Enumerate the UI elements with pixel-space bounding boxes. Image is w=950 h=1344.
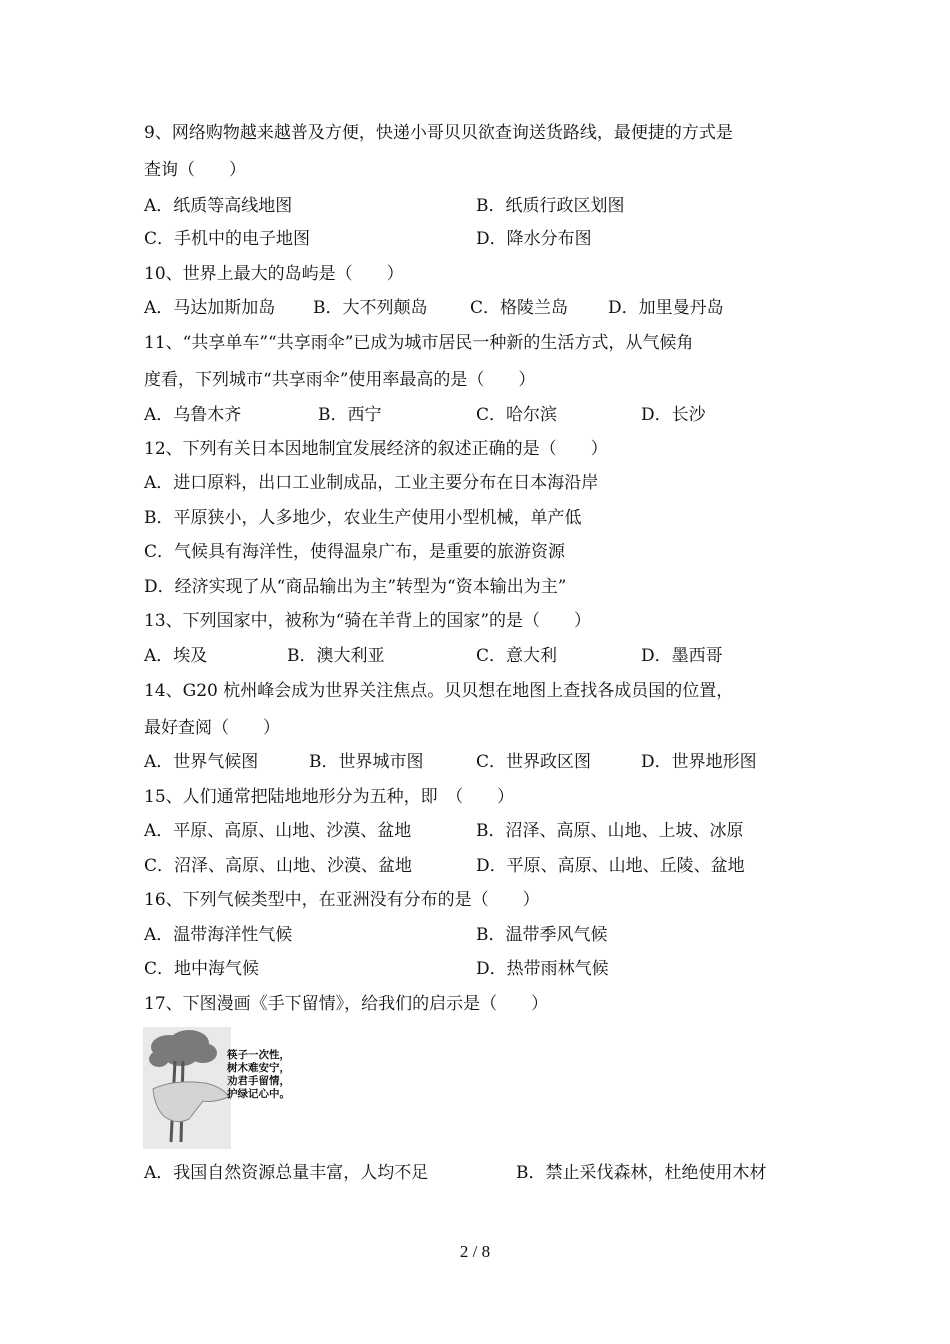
question-10-option-d: D．加里曼丹岛 (608, 298, 724, 318)
question-16-option-c: C．地中海气候 (144, 959, 260, 979)
question-9-option-d: D．降水分布图 (476, 229, 592, 249)
cartoon-caption-line-4: 护绿记心中。 (227, 1088, 290, 1100)
question-11-option-c: C．哈尔滨 (476, 405, 558, 425)
question-12-option-c: C．气候具有海洋性，使得温泉广布，是重要的旅游资源 (144, 542, 566, 562)
question-11-option-d: D．长沙 (641, 405, 706, 425)
question-14-option-d: D．世界地形图 (641, 752, 757, 772)
question-10-option-b: B．大不列颠岛 (313, 298, 428, 318)
question-10-option-c: C．格陵兰岛 (470, 298, 569, 318)
question-16-stem: 16、下列气候类型中，在亚洲没有分布的是（ ） (144, 890, 540, 910)
question-14-option-b: B．世界城市图 (309, 752, 424, 772)
question-9-option-a: A．纸质等高线地图 (144, 196, 293, 216)
question-12-option-b: B．平原狭小，人多地少，农业生产使用小型机械，单产低 (144, 508, 582, 528)
question-9-option-b: B．纸质行政区划图 (476, 196, 625, 216)
question-12-stem: 12、下列有关日本因地制宜发展经济的叙述正确的是（ ） (144, 439, 608, 459)
question-15-option-c: C．沼泽、高原、山地、沙漠、盆地 (144, 856, 413, 876)
question-9-stem: 9、网络购物越来越普及方便，快递小哥贝贝欲查询送货路线，最便捷的方式是 (144, 123, 733, 143)
question-15-option-a: A．平原、高原、山地、沙漠、盆地 (144, 821, 412, 841)
question-10-option-a: A．马达加斯加岛 (144, 298, 276, 318)
cartoon-illustration (143, 1027, 303, 1149)
question-11-option-a: A．乌鲁木齐 (144, 405, 242, 425)
question-13-option-c: C．意大利 (476, 646, 558, 666)
cartoon-caption-line-3: 劝君手留情， (227, 1075, 290, 1087)
question-17-option-a: A．我国自然资源总量丰富，人均不足 (144, 1163, 429, 1183)
cartoon-caption-line-2: 树木难安宁， (227, 1062, 290, 1074)
question-12-option-d: D．经济实现了从“商品输出为主”转型为“资本输出为主” (144, 577, 567, 597)
question-13-option-d: D．墨西哥 (641, 646, 723, 666)
question-16-option-d: D．热带雨林气候 (476, 959, 609, 979)
question-14-stem-cont: 最好查阅（ ） (144, 718, 280, 738)
question-13-option-a: A．埃及 (144, 646, 208, 666)
question-14-option-c: C．世界政区图 (476, 752, 592, 772)
question-17-option-b: B．禁止采伐森林，杜绝使用木材 (516, 1163, 767, 1183)
question-9-option-c: C．手机中的电子地图 (144, 229, 311, 249)
question-13-stem: 13、下列国家中，被称为“骑在羊背上的国家”的是（ ） (144, 611, 592, 631)
question-15-option-b: B．沼泽、高原、山地、上坡、冰原 (476, 821, 744, 841)
question-16-option-a: A．温带海洋性气候 (144, 925, 293, 945)
question-13-option-b: B．澳大利亚 (287, 646, 385, 666)
question-16-option-b: B．温带季风气候 (476, 925, 608, 945)
question-14-stem: 14、G20 杭州峰会成为世界关注焦点。贝贝想在地图上查找各成员国的位置， (144, 681, 734, 701)
question-11-stem: 11、“共享单车”“共享雨伞”已成为城市居民一种新的生活方式，从气候角 (144, 333, 694, 353)
cartoon-caption (227, 1049, 290, 1101)
question-11-option-b: B．西宁 (318, 405, 382, 425)
question-11-stem-cont: 度看，下列城市“共享雨伞”使用率最高的是（ ） (144, 370, 536, 390)
question-15-stem: 15、人们通常把陆地地形分为五种，即 （ ） (144, 787, 515, 807)
cartoon-caption-line-1: 筷子一次性， (227, 1049, 290, 1061)
page-number: 2 / 8 (459, 1242, 491, 1261)
question-9-stem-cont: 查询（ ） (144, 160, 246, 180)
question-14-option-a: A．世界气候图 (144, 752, 259, 772)
question-10-stem: 10、世界上最大的岛屿是（ ） (144, 264, 404, 284)
question-15-option-d: D．平原、高原、山地、丘陵、盆地 (476, 856, 745, 876)
question-12-option-a: A．进口原料，出口工业制成品，工业主要分布在日本海沿岸 (144, 473, 599, 493)
question-17-stem: 17、下图漫画《手下留情》，给我们的启示是（ ） (144, 994, 549, 1014)
